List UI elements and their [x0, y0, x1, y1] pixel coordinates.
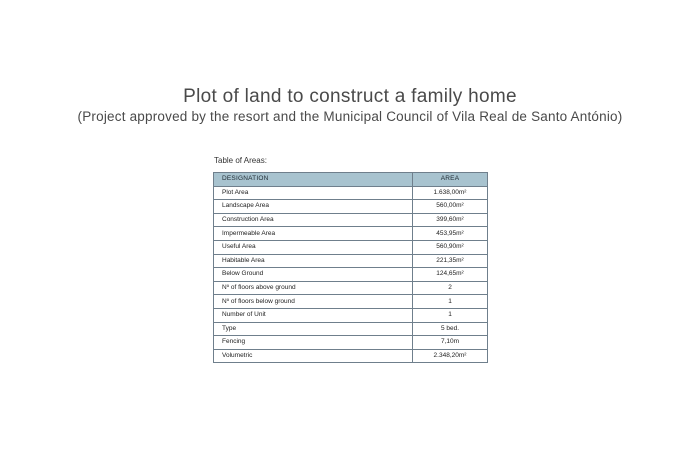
areas-table [213, 172, 488, 363]
table-row [214, 336, 488, 350]
cell-designation: Type [214, 322, 413, 336]
cell-area: 1 [413, 308, 488, 322]
cell-designation: Construction Area [214, 213, 413, 227]
cell-area: 7,10m [413, 336, 488, 350]
table-row [214, 295, 488, 309]
cell-designation: Useful Area [214, 240, 413, 254]
cell-designation: Below Ground [214, 268, 413, 282]
cell-designation: Volumetric [214, 349, 413, 363]
page-subtitle: (Project approved by the resort and the Municipal Council of Vila Real de Santo António) [77, 109, 623, 124]
cell-area: 560,90m² [413, 240, 488, 254]
table-row [214, 322, 488, 336]
table-caption: Table of Areas: [214, 156, 267, 165]
cell-area: 2.348,20m² [413, 349, 488, 363]
table-row [214, 213, 488, 227]
cell-designation: Nº of floors below ground [214, 295, 413, 309]
table-row [214, 227, 488, 241]
table-row [214, 308, 488, 322]
table-row [214, 349, 488, 363]
cell-area: 560,00m² [413, 200, 488, 214]
page-title: Plot of land to construct a family home [183, 86, 517, 107]
cell-designation: Habitable Area [214, 254, 413, 268]
table-row [214, 268, 488, 282]
cell-designation: Fencing [214, 336, 413, 350]
cell-area: 124,65m² [413, 268, 488, 282]
cell-area: 1 [413, 295, 488, 309]
table-row [214, 240, 488, 254]
cell-area: 2 [413, 281, 488, 295]
table-row [214, 281, 488, 295]
cell-designation: Nº of floors above ground [214, 281, 413, 295]
column-header-designation: DESIGNATION [214, 173, 413, 187]
cell-designation: Plot Area [214, 186, 413, 200]
cell-area: 1.638,00m² [413, 186, 488, 200]
cell-area: 453,95m² [413, 227, 488, 241]
table-row [214, 186, 488, 200]
cell-designation: Impermeable Area [214, 227, 413, 241]
cell-designation: Number of Unit [214, 308, 413, 322]
cell-area: 5 bed. [413, 322, 488, 336]
column-header-area: AREA [413, 173, 488, 187]
cell-designation: Landscape Area [214, 200, 413, 214]
table-header-row [214, 173, 488, 187]
cell-area: 399,60m² [413, 213, 488, 227]
table-row [214, 200, 488, 214]
cell-area: 221,35m² [413, 254, 488, 268]
table-row [214, 254, 488, 268]
